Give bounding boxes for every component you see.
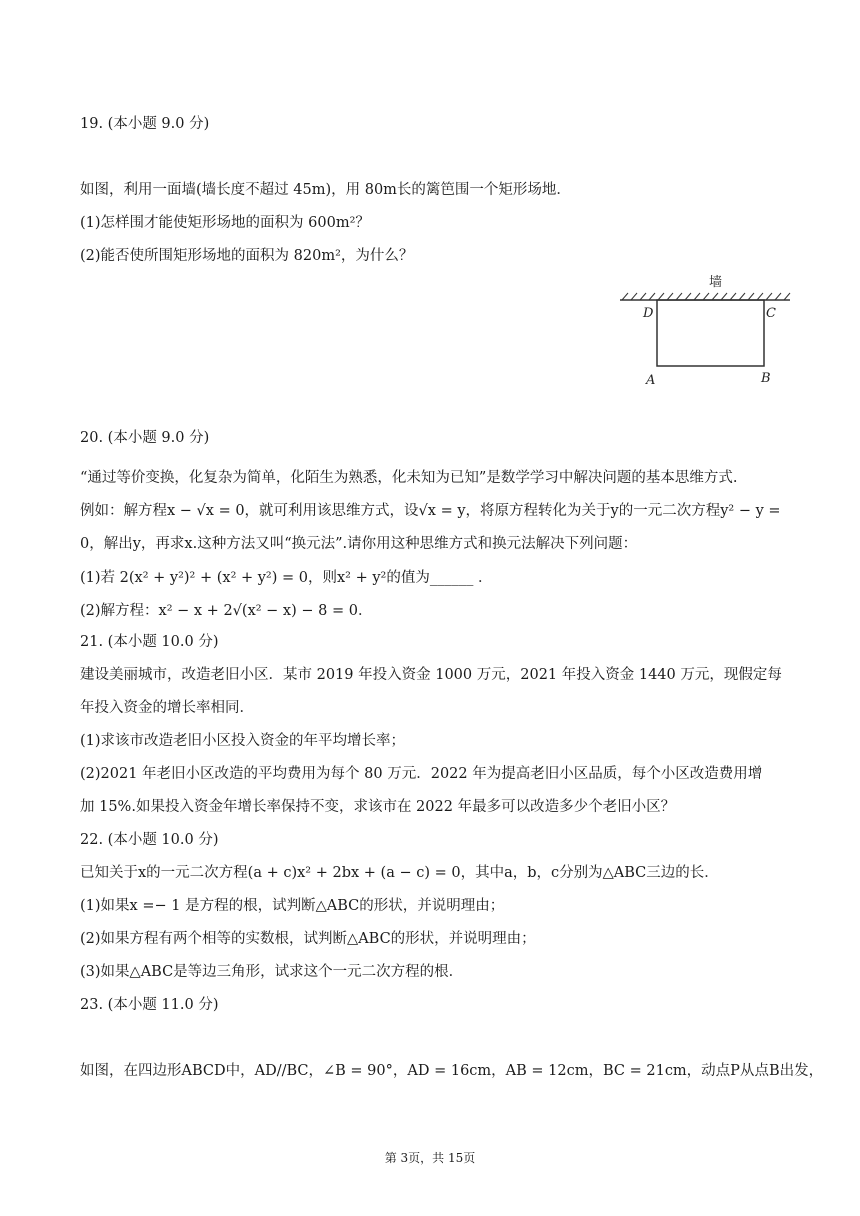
q22-header: 22. (本小题 10.0 分) <box>80 832 219 848</box>
q21-line1: 建设美丽城市，改造老旧小区．某市 2019 年投入资金 1000 万元，2021 年投入资金 1440 万元，现假定每 <box>80 667 782 683</box>
q20-header: 20. (本小题 9.0 分) <box>80 430 210 446</box>
q19-part2: (2)能否使所围矩形场地的面积为 820m²，为什么？ <box>80 248 414 264</box>
label-a: A <box>646 373 656 388</box>
q22-part1: (1)如果x =− 1 是方程的根，试判断△ABC的形状，并说明理由； <box>80 898 505 914</box>
q21-line2: 年投入资金的增长率相同． <box>80 700 254 716</box>
q20-part1: (1)若 2(x² + y²)² + (x² + y²) = 0，则x² + y²的值为______ ． <box>80 570 493 586</box>
q21-part2: (2)2021 年老旧小区改造的平均费用为每个 80 万元．2022 年为提高老旧小区品质，每个小区改造费用增 <box>80 766 763 782</box>
page-footer: 第 3页，共 15页 <box>384 1151 476 1165</box>
q21-part2-cont: 加 15%.如果投入资金年增长率保持不变，求该市在 2022 年最多可以改造多少个老旧小区？ <box>80 799 676 815</box>
q20-line3: 0，解出y，再求x.这种方法又叫“换元法”.请你用这种思维方式和换元法解决下列问题： <box>80 536 638 552</box>
q22-stem: 已知关于x的一元二次方程(a + c)x² + 2bx + (a − c) = 0，其中a，b，c分别为△ABC三边的长． <box>80 865 719 881</box>
q23-header: 23. (本小题 11.0 分) <box>80 997 219 1013</box>
q20-part2: (2)解方程：x² − x + 2√(x² − x) − 8 = 0． <box>80 603 373 619</box>
q20-line2: 例如：解方程x − √x = 0，就可利用该思维方式，设√x = y，将原方程转化为关于y的一元二次方程y² − y = <box>80 503 781 519</box>
q19-part1: (1)怎样围才能使矩形场地的面积为 600m²？ <box>80 215 370 231</box>
q22-part3: (3)如果△ABC是等边三角形，试求这个一元二次方程的根． <box>80 964 464 980</box>
wall-label: 墙 <box>709 275 723 290</box>
q20-line1: “通过等价变换，化复杂为简单，化陌生为熟悉，化未知为已知”是数学学习中解决问题的基本思维方式. <box>80 470 738 486</box>
q21-part1: (1)求该市改造老旧小区投入资金的年平均增长率； <box>80 733 406 749</box>
label-c: C <box>766 306 776 321</box>
q22-part2: (2)如果方程有两个相等的实数根，试判断△ABC的形状，并说明理由； <box>80 931 536 947</box>
q19-header: 19. (本小题 9.0 分) <box>80 116 210 132</box>
q21-header: 21. (本小题 10.0 分) <box>80 634 219 650</box>
label-b: B <box>761 371 771 386</box>
q19-figure <box>610 268 800 393</box>
q19-stem: 如图，利用一面墙(墙长度不超过 45m)，用 80m长的篱笆围一个矩形场地． <box>80 182 571 198</box>
q23-stem: 如图，在四边形ABCD中，AD//BC，∠B = 90°，AD = 16cm，AB = 12cm，BC = 21cm，动点P从点B出发， <box>80 1063 824 1079</box>
label-d: D <box>643 306 654 321</box>
